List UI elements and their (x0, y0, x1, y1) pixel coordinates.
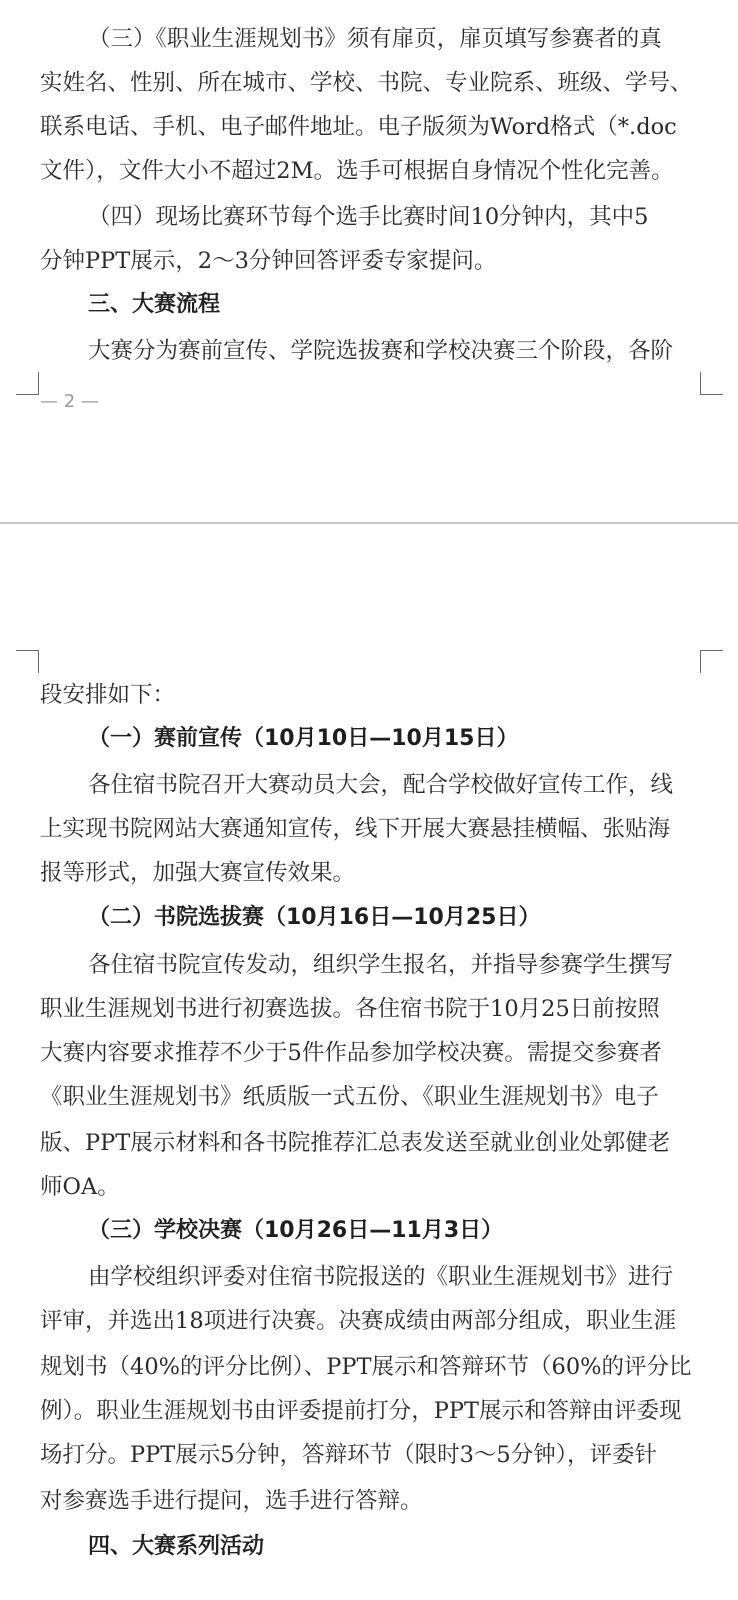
paragraph-line: 实姓名、性别、所在城市、学校、书院、专业院系、班级、学号、 (40, 70, 693, 96)
paragraph-line: 上实现书院网站大赛通知宣传，线下开展大赛悬挂横幅、张贴海 (40, 816, 671, 842)
subsection-heading: （二）书院选拔赛（10月16日—10月25日） (88, 905, 541, 930)
paragraph-line: 场打分。PPT展示5分钟，答辩环节（限时3～5分钟），评委针 (40, 1442, 657, 1468)
subsection-heading: （三）学校决赛（10月26日—11月3日） (88, 1218, 504, 1243)
paragraph-line: 段安排如下： (40, 682, 176, 708)
page-number: — 2 — (40, 391, 99, 412)
paragraph-line: 例）。职业生涯规划书由评委提前打分，PPT展示和答辩由评委现 (40, 1398, 682, 1424)
page-corner-mark (16, 650, 39, 673)
paragraph-line: 大赛内容要求推荐不少于5件作品参加学校决赛。需提交参赛者 (40, 1040, 662, 1066)
paragraph-line: 各住宿书院宣传发动，组织学生报名，并指导参赛学生撰写 (88, 952, 674, 978)
paragraph-line: 版、PPT展示材料和各书院推荐汇总表发送至就业创业处郭健老 (40, 1130, 671, 1156)
paragraph-line: 大赛分为赛前宣传、学院选拔赛和学校决赛三个阶段，各阶 (88, 338, 674, 364)
page-corner-mark (16, 372, 39, 395)
paragraph-line: 对参赛选手进行提问，选手进行答辩。 (40, 1488, 423, 1514)
page-separator (0, 522, 738, 524)
paragraph-line: 由学校组织评委对住宿书院报送的《职业生涯规划书》进行 (88, 1264, 674, 1290)
cut-off-top-line (40, 0, 712, 6)
paragraph-line: 联系电话、手机、电子邮件地址。电子版须为Word格式（*.doc (40, 114, 677, 140)
paragraph-line: 规划书（40%的评分比例）、PPT展示和答辩环节（60%的评分比 (40, 1354, 692, 1380)
paragraph-line: 各住宿书院召开大赛动员大会，配合学校做好宣传工作，线 (88, 772, 674, 798)
page-corner-mark (700, 372, 723, 395)
paragraph-line: （三）《职业生涯规划书》须有扉页，扉页填写参赛者的真 (88, 26, 662, 52)
paragraph-line: 报等形式，加强大赛宣传效果。 (40, 860, 356, 886)
section-heading: 三、大赛流程 (88, 292, 221, 317)
paragraph-line: 师OA。 (40, 1174, 120, 1200)
page-corner-mark (700, 650, 723, 673)
subsection-heading: （一）赛前宣传（10月10日—10月15日） (88, 726, 519, 751)
paragraph-line: 评审，并选出18项进行决赛。决赛成绩由两部分组成，职业生涯 (40, 1308, 677, 1334)
paragraph-line: 职业生涯规划书进行初赛选拔。各住宿书院于10月25日前按照 (40, 996, 660, 1022)
section-heading: 四、大赛系列活动 (88, 1534, 265, 1559)
paragraph-line: 文件），文件大小不超过2M。选手可根据自身情况个性化完善。 (40, 158, 674, 184)
paragraph-line: 分钟PPT展示，2～3分钟回答评委专家提问。 (40, 248, 497, 274)
paragraph-line: 《职业生涯规划书》纸质版一式五份、《职业生涯规划书》电子 (40, 1084, 659, 1110)
paragraph-line: （四）现场比赛环节每个选手比赛时间10分钟内，其中5 (88, 204, 649, 230)
